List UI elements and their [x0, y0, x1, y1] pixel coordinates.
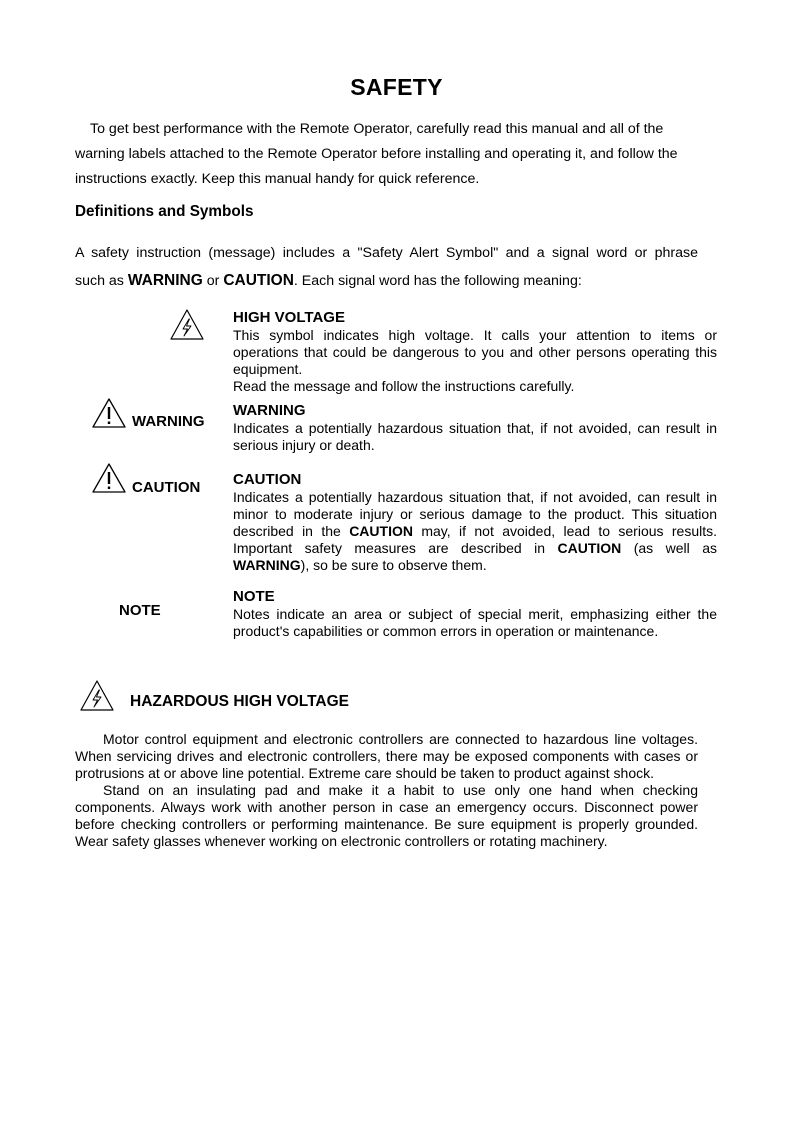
definitions-text-end: . Each signal word has the following meaning:	[293, 273, 582, 289]
definitions-text	[75, 240, 698, 295]
intro-text: To get best performance with the Remote Operator, carefully read this manual and all of the warning labels attached to the Remote Operator before installing and operating it, and follow the instructions exactly. Keep this manual handy for quick reference.	[75, 121, 678, 187]
hazard-body	[75, 731, 698, 850]
lightning-bolt-triangle-icon	[79, 679, 115, 712]
definitions-or: or	[206, 273, 220, 289]
definitions-text-line1: A safety instruction (message) includes a "Safety Alert Symbol" and a signal word or phrase	[75, 245, 698, 261]
warning-label: WARNING	[132, 413, 205, 430]
warning-signal-word: WARNING	[127, 272, 203, 289]
note-label: NOTE	[119, 602, 161, 619]
warning-description: Indicates a potentially hazardous situation that, if not avoided, can result in serious injury or death.	[233, 420, 717, 453]
exclamation-triangle-icon	[91, 397, 127, 429]
note-description: Notes indicate an area or subject of special merit, emphasizing either the product's capabilities or common errors in operation or maintenance.	[233, 606, 717, 639]
caution-signal-word: CAUTION	[223, 272, 294, 289]
caution-description: Indicates a potentially hazardous situation that, if not avoided, can result in minor to moderate injury or serious damage to the product. This situation described in the CAUTION may, if not avoided, lead to serious results. Important safety measures are described in CAUTION (as well as WARNING), so be sure to observe them.	[233, 489, 718, 573]
page-title: SAFETY	[350, 74, 443, 100]
caution-term: CAUTION	[233, 471, 302, 488]
caution-label: CAUTION	[132, 479, 201, 496]
high-voltage-description-2: Read the message and follow the instructions carefully.	[233, 378, 575, 394]
hazard-paragraph-1: Motor control equipment and electronic controllers are connected to hazardous line voltages. When servicing drives and electronic controllers, there may be exposed components with cases or protrusions at or above line potential. Extreme care should be taken to product against shock.	[75, 731, 698, 781]
high-voltage-description: This symbol indicates high voltage. It calls your attention to items or operations that could be dangerous to you and other persons operating this equipment.	[233, 327, 717, 377]
warning-definition	[233, 402, 717, 454]
caution-definition	[233, 471, 717, 574]
note-term: NOTE	[233, 588, 275, 605]
high-voltage-term: HIGH VOLTAGE	[233, 309, 345, 326]
high-voltage-definition	[233, 309, 717, 395]
hazard-heading: HAZARDOUS HIGH VOLTAGE	[130, 693, 350, 710]
intro-paragraph	[75, 117, 715, 192]
definitions-text-such-as: such as	[75, 273, 124, 289]
warning-term: WARNING	[233, 402, 306, 419]
lightning-bolt-triangle-icon	[169, 308, 205, 341]
definitions-heading: Definitions and Symbols	[75, 203, 254, 220]
note-definition	[233, 588, 717, 640]
exclamation-triangle-icon	[91, 462, 127, 494]
hazard-paragraph-2: Stand on an insulating pad and make it a habit to use only one hand when checking components. Always work with another person in case an emergency occurs. Disconnect power before checking controllers or performing maintenance. Be sure equipment is properly grounded. Wear safety glasses whenever working on electronic controllers or rotating machinery.	[75, 782, 698, 849]
